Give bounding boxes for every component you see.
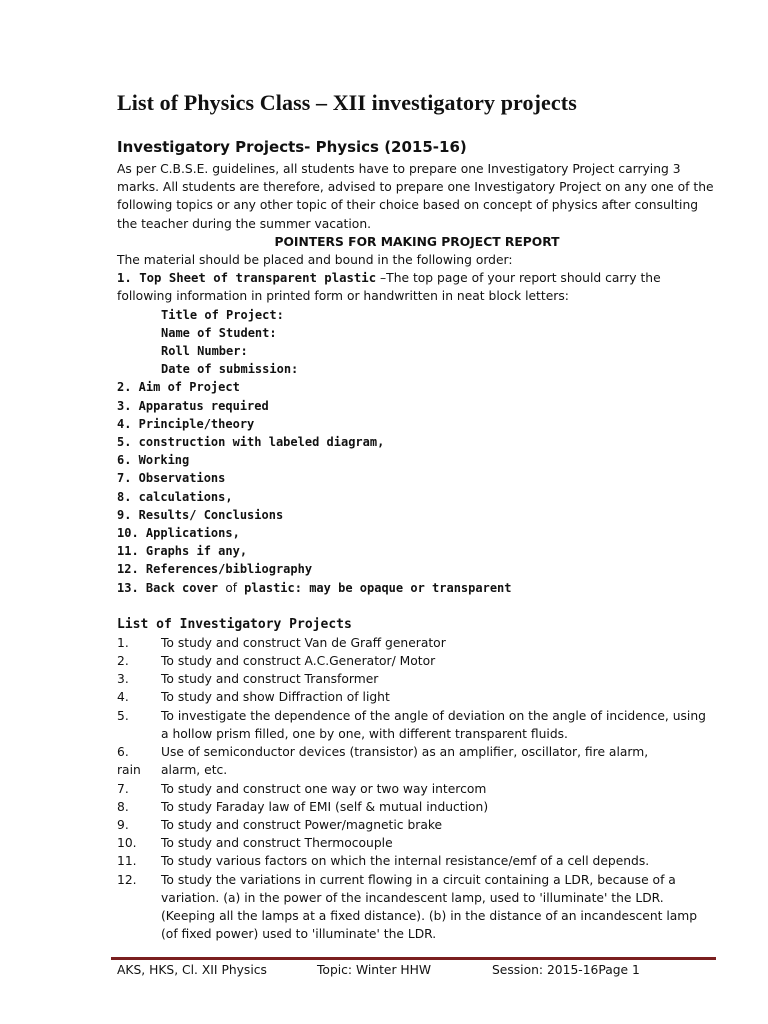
- step-item: 8. calculations,: [117, 489, 233, 504]
- item-number: 2.: [117, 654, 129, 669]
- step-item: 6. Working: [117, 453, 190, 468]
- report-steps: [117, 378, 717, 596]
- item-number: 10.: [117, 836, 137, 851]
- step-item: 11. Graphs if any,: [117, 544, 248, 559]
- field-name: Name of Student:: [161, 325, 277, 340]
- item-text: To study the variations in current flowing in a circuit containing a LDR, because of a variation. (a) in the power of the incandescent lamp, used to 'illuminate' the LDR. (Keeping all the lamps at a fixed distance). (b) in the distance of an incandescent lamp (of fixed power) used to 'illuminate' the LDR.: [161, 872, 698, 942]
- step-item: 7. Observations: [117, 471, 226, 486]
- item-text: To study and construct Transformer: [161, 672, 379, 687]
- item-text: To study Faraday law of EMI (self & mutual induction): [161, 799, 489, 814]
- item-text: alarm, etc.: [161, 763, 228, 778]
- intro-paragraph: As per C.B.S.E. guidelines, all students have to prepare one Investigatory Project carrying 3 marks. All students are therefore, advised to prepare one Investigatory Project on any one of the following topics or any other topic of their choice based on concept of physics after consulting the teacher during the summer vacation.: [117, 162, 714, 231]
- field-title: Title of Project:: [161, 307, 284, 322]
- list-item: [117, 652, 717, 670]
- field-roll: Roll Number:: [161, 344, 248, 359]
- step-item-13: [117, 579, 717, 597]
- document-title: List of Physics Class – XII investigatory projects: [117, 90, 577, 115]
- item-text: To study and construct Van de Graff generator: [161, 635, 446, 650]
- list-item: [117, 816, 717, 834]
- item-text: To study various factors on which the internal resistance/emf of a cell depends.: [161, 854, 650, 869]
- item1-label: 1. Top Sheet of transparent plastic: [117, 271, 377, 286]
- list-item: [117, 707, 717, 743]
- item-text-lead: rain: [117, 763, 141, 778]
- item-number: 3.: [117, 672, 129, 687]
- list-item: [117, 871, 717, 944]
- top-sheet-fields: [117, 306, 717, 379]
- item-number: 9.: [117, 817, 129, 832]
- step-item: 10. Applications,: [117, 526, 240, 541]
- step-item: 5. construction with labeled diagram,: [117, 435, 385, 450]
- item-number: 7.: [117, 781, 129, 796]
- item-number: 8.: [117, 799, 129, 814]
- item-number: 5.: [117, 708, 129, 723]
- step-item: 2. Aim of Project: [117, 380, 240, 395]
- document-subtitle: Investigatory Projects- Physics (2015-16): [117, 138, 467, 156]
- footer-class: AKS, HKS, Cl. XII Physics: [117, 963, 267, 977]
- list-item: [117, 780, 717, 798]
- list-item: [117, 852, 717, 870]
- item-text: To investigate the dependence of the angle of deviation on the angle of incidence, using a hollow prism filled, one by one, with different transparent fluids.: [161, 708, 706, 741]
- projects-list-heading: List of Investigatory Projects: [117, 616, 352, 632]
- list-item: [117, 670, 717, 688]
- step-item: 12. References/bibliography: [117, 562, 313, 577]
- item-number: 1.: [117, 635, 129, 650]
- step13-part-b: of: [225, 580, 237, 595]
- step13-part-c: plastic: may be opaque or transparent: [236, 580, 512, 595]
- field-date: Date of submission:: [161, 362, 299, 377]
- item-number: 4.: [117, 690, 129, 705]
- item-text: To study and construct one way or two way intercom: [161, 781, 487, 796]
- item-number: 6.: [117, 745, 129, 760]
- list-item: [117, 743, 717, 779]
- projects-list: [117, 634, 717, 943]
- document-page: [117, 90, 717, 943]
- material-line: The material should be placed and bound in the following order:: [117, 253, 513, 268]
- item-text: To study and construct A.C.Generator/ Motor: [161, 654, 436, 669]
- item-text: To study and show Diffraction of light: [161, 690, 390, 705]
- page-footer: [117, 963, 717, 977]
- item-number: 12.: [117, 872, 137, 887]
- item-text: Use of semiconductor devices (transistor) as an amplifier, oscillator, fire alarm,: [161, 745, 649, 760]
- step-item: 9. Results/ Conclusions: [117, 507, 284, 522]
- item-text: To study and construct Thermocouple: [161, 836, 393, 851]
- step-item: 4. Principle/theory: [117, 416, 255, 431]
- footer-topic: Topic: Winter HHW: [317, 963, 432, 977]
- item-text: To study and construct Power/magnetic brake: [161, 817, 443, 832]
- item1-paragraph: [117, 269, 717, 305]
- footer-session: Session: 2015-16Page 1: [492, 963, 640, 977]
- list-item: [117, 634, 717, 652]
- footer-divider: [111, 957, 716, 960]
- list-item: [117, 798, 717, 816]
- pointers-heading: POINTERS FOR MAKING PROJECT REPORT: [274, 234, 560, 249]
- item-number: 11.: [117, 854, 137, 869]
- item1-text: –The top page of your report should carry the following information in printed form or handwritten in neat block letters:: [117, 271, 661, 304]
- step-item: 3. Apparatus required: [117, 398, 269, 413]
- list-item: [117, 834, 717, 852]
- list-item: [117, 688, 717, 706]
- step13-part-a: 13. Back cover: [117, 580, 226, 595]
